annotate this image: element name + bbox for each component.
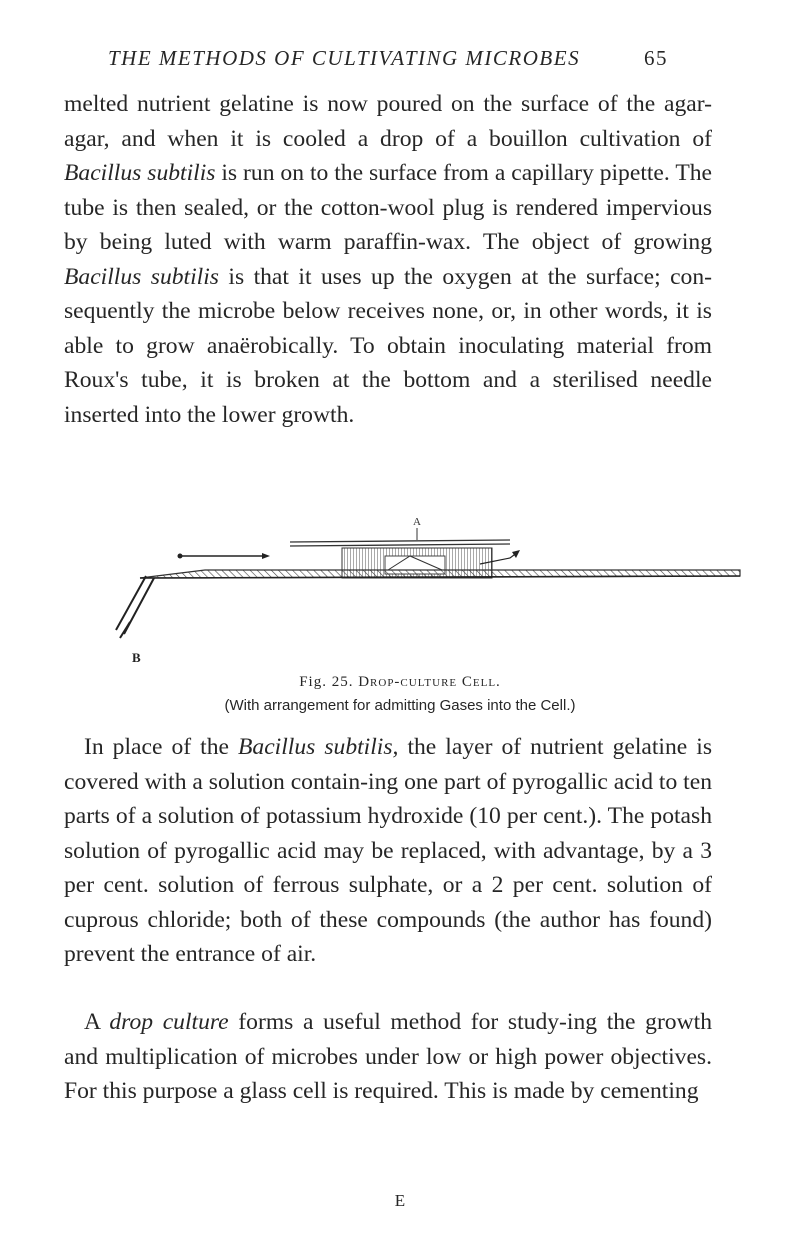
paragraph-1-text-a: melted nutrient gelatine is now poured on the surface of the agar-agar, and when it is cooled a drop of a bouillon cultivation of xyxy=(64,91,712,152)
paragraph-2-text-a: In place of the xyxy=(84,734,238,760)
signature-mark: E xyxy=(394,1191,406,1210)
paragraph-3-text-b: forms a useful method for study-ing the growth and multiplication of microbes under low or high power objectives. For this purpose a glass cell is required. This is made by cementing xyxy=(64,1009,712,1104)
running-head xyxy=(108,46,668,71)
paragraph-2-text-b: the layer of nutrient gelatine is covered with a solution contain-ing one part of pyrogallic acid to ten parts of a solution of potassium hydroxide (10 per cent.). The potash solution of pyrogallic acid may be replaced, with advantage, by a 3 per cent. solution of ferrous sulphate, or a 2 per cent. solution of cuprous chloride; both of these compounds (the author has found) prevent the entrance of air. xyxy=(64,734,712,967)
figure-caption xyxy=(0,674,800,691)
figure-number: Fig. 25. xyxy=(299,674,354,690)
mount-foot xyxy=(116,576,154,638)
paragraph-3-italic-a: drop culture xyxy=(109,1009,229,1035)
paragraph-1-italic-b: Bacillus subtilis xyxy=(64,263,219,290)
paragraph-2 xyxy=(64,730,712,972)
paragraph-1 xyxy=(64,87,712,432)
paragraph-3-text-a: A xyxy=(84,1009,110,1035)
running-title: THE METHODS OF CULTIVATING MICROBES xyxy=(108,46,581,70)
paragraph-2-italic-a: Bacillus subtilis, xyxy=(238,734,399,760)
paragraph-3 xyxy=(64,1005,712,1109)
paragraph-1-text-c: is that it uses up the oxygen at the surface; con-sequently the microbe below receives none, or, in other words, it is able to grow anaërobically. To obtain inoculating material from Roux's tube, it is broken at the bottom and a sterilised needle inserted into the lower growth. xyxy=(64,263,712,428)
figure-label-a: A xyxy=(413,516,421,528)
figure-label-b: B xyxy=(132,650,141,662)
figure-subcaption: (With arrangement for admitting Gases into the Cell.) xyxy=(224,697,576,714)
page-number: 65 xyxy=(644,46,668,70)
figure-title: Drop-culture Cell. xyxy=(358,674,501,690)
paragraph-1-italic-a: Bacillus subtilis xyxy=(64,160,216,186)
cover-tube xyxy=(290,540,510,546)
paragraph-1-text-b: is run on to the surface from a capillary pipette. The tube is then sealed, or the cotton-wool plug is rendered impervious by being luted with warm paraffin-wax. The object of growing xyxy=(64,160,712,255)
drop-culture-cell-figure xyxy=(50,512,750,662)
